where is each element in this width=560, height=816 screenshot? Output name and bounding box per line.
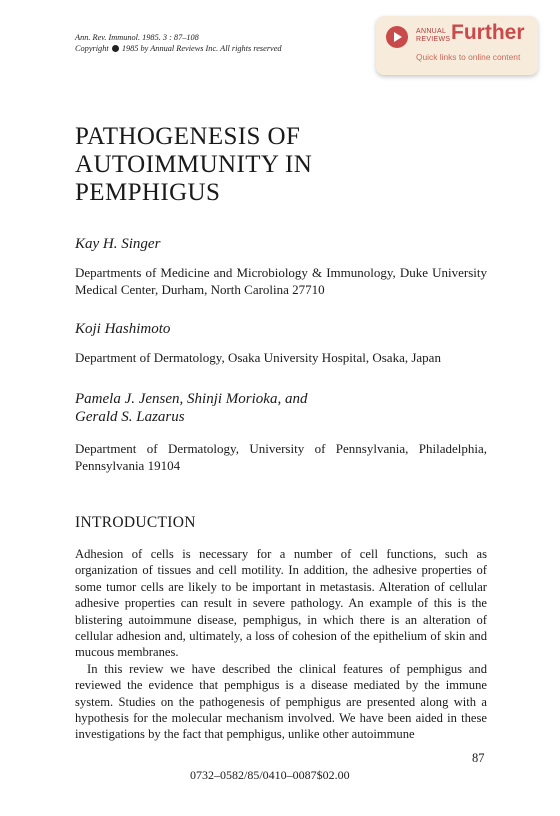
annual-reviews-logo-icon <box>386 26 408 48</box>
page-number: 87 <box>472 751 485 765</box>
title-line: PEMPHIGUS <box>75 179 221 206</box>
further-badge[interactable] <box>376 16 538 75</box>
citation <box>75 32 282 54</box>
author-3 <box>75 390 307 426</box>
citation-line-1: Ann. Rev. Immunol. 1985. 3 : 87–108 <box>75 33 199 42</box>
author-3-line: Pamela J. Jensen, Shinji Morioka, and <box>75 391 308 407</box>
affiliation-2: Department of Dermatology, Osaka University Hospital, Osaka, Japan <box>75 350 441 365</box>
affiliation-3: Department of Dermatology, University of Pennsylvania, Philadelphia, Pennsylvania 19104 <box>75 441 487 473</box>
footer-code: 0732–0582/85/0410–0087$02.00 <box>190 768 350 782</box>
brand-top: ANNUAL <box>416 28 447 35</box>
author-1: Kay H. Singer <box>75 236 161 252</box>
title-line: AUTOIMMUNITY IN <box>75 151 313 178</box>
copyright-bullet-icon <box>112 45 119 52</box>
copyright-text: 1985 by Annual Reviews Inc. All rights reserved <box>121 44 282 53</box>
paragraph: Adhesion of cells is necessary for a number of cell functions, such as organization of tissues and cell motility. In addition, the adhesive properties of some tumor cells are likely to be important in metastasis. Alteration of cellular adhesive properties can result in severe pathology. An example of this is the blistering autoimmune disease, pemphigus, in which there is an alteration of cellular adhesion and, ultimately, a loss of cohesion of the epithelium of skin and mucous membranes. <box>75 547 487 660</box>
citation-line-2 <box>75 43 282 54</box>
author-2: Koji Hashimoto <box>75 321 171 337</box>
title-line: PATHOGENESIS OF <box>75 123 301 150</box>
further-subtitle: Quick links to online content <box>416 52 521 62</box>
article-title <box>75 123 312 207</box>
body-text <box>75 546 487 743</box>
affiliation-1: Departments of Medicine and Microbiology & Immunology, Duke University Medical Center, Durham, North Carolina 27710 <box>75 265 487 297</box>
further-word: Further <box>451 21 525 44</box>
copyright-label: Copyright <box>75 44 109 53</box>
section-heading: INTRODUCTION <box>75 514 196 531</box>
annual-reviews-brand <box>416 28 450 44</box>
paragraph: In this review we have described the clinical features of pemphigus and reviewed the evidence that pemphigus is a disease mediated by the immune system. Studies on the pathogenesis of pemphigus are presented along with a hypothesis for the molecular mechanism involved. We have been aided in these investigations by the fact that pemphigus, unlike other autoimmune <box>75 661 487 742</box>
author-3-line: Gerald S. Lazarus <box>75 409 185 425</box>
brand-bottom: REVIEWS <box>416 36 451 43</box>
